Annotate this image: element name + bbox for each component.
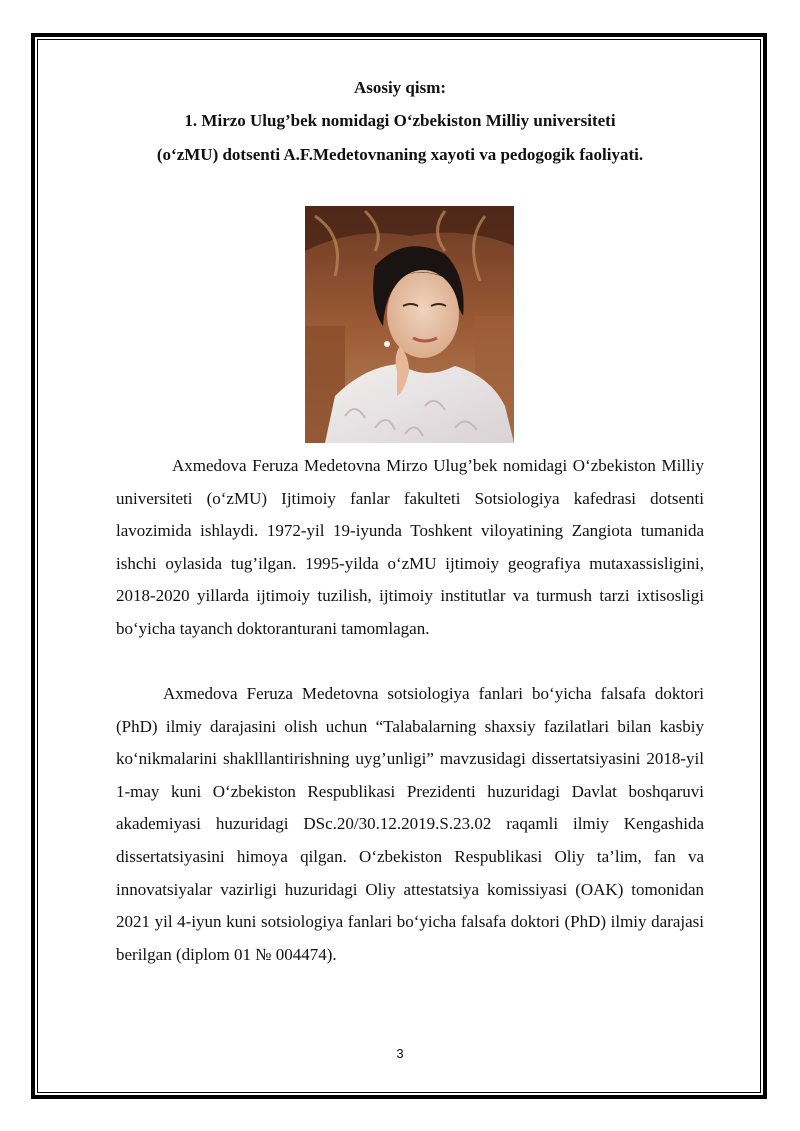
paragraph-dissertation: Axmedova Feruza Medetovna sotsiologiya fanlari bo‘yicha falsafa doktori (PhD) ilmiy darajasini olish uchun “Talabalarning shaxsiy fazilatlari bilan kasbiy ko‘nikmalarini shaklllantirishning uyg’unligi” mavzusidagi dissertatsiyasini 2018-yil 1-may kuni O‘zbekiston Respublikasi Prezidenti huzuridagi Davlat boshqaruvi akademiyasi huzuridagi DSc.20/30.12.2019.S.23.02 raqamli ilmiy Kengashida dissertatsiyasini himoya qilgan. O‘zbekiston Respublikasi Oliy ta’lim, fan va innovatsiyalar vazirligi huzuridagi Oliy attestatsiya komissiyasi (OAK) tomonidan 2021 yil 4-iyun kuni sotsiologiya fanlari bo‘yicha falsafa doktori (PhD) ilmiy darajasi berilgan (diplom 01 № 004474).	[116, 684, 704, 964]
section-heading: Asosiy qism:	[353, 78, 447, 97]
chapter-title-line-2: (o‘zMU) dotsenti A.F.Medetovnaning xayoti va pedogogik faoliyati.	[156, 145, 644, 164]
portrait-photo	[305, 206, 514, 443]
paragraph-biography: Axmedova Feruza Medetovna Mirzo Ulug’bek nomidagi O‘zbekiston Milliy universiteti (o‘zMU) Ijtimoiy fanlar fakulteti Sotsiologiya kafedrasi dotsenti lavozimida ishlaydi. 1972-yil 19-iyunda Toshkent viloyatining Zangiota tumanida ishchi oylasida tug’ilgan. 1995-yilda o‘zMU ijtimoiy geografiya mutaxassisligini, 2018-2020 yillarda ijtimoiy tuzilish, ijtimoiy institutlar va turmush tarzi ixtisosligi bo‘yicha tayanch doktoranturani tamomlagan.	[116, 456, 704, 638]
page-number: 3	[396, 1046, 404, 1061]
chapter-title-line-1: 1. Mirzo Ulug’bek nomidagi O‘zbekiston Milliy universiteti	[184, 111, 616, 130]
